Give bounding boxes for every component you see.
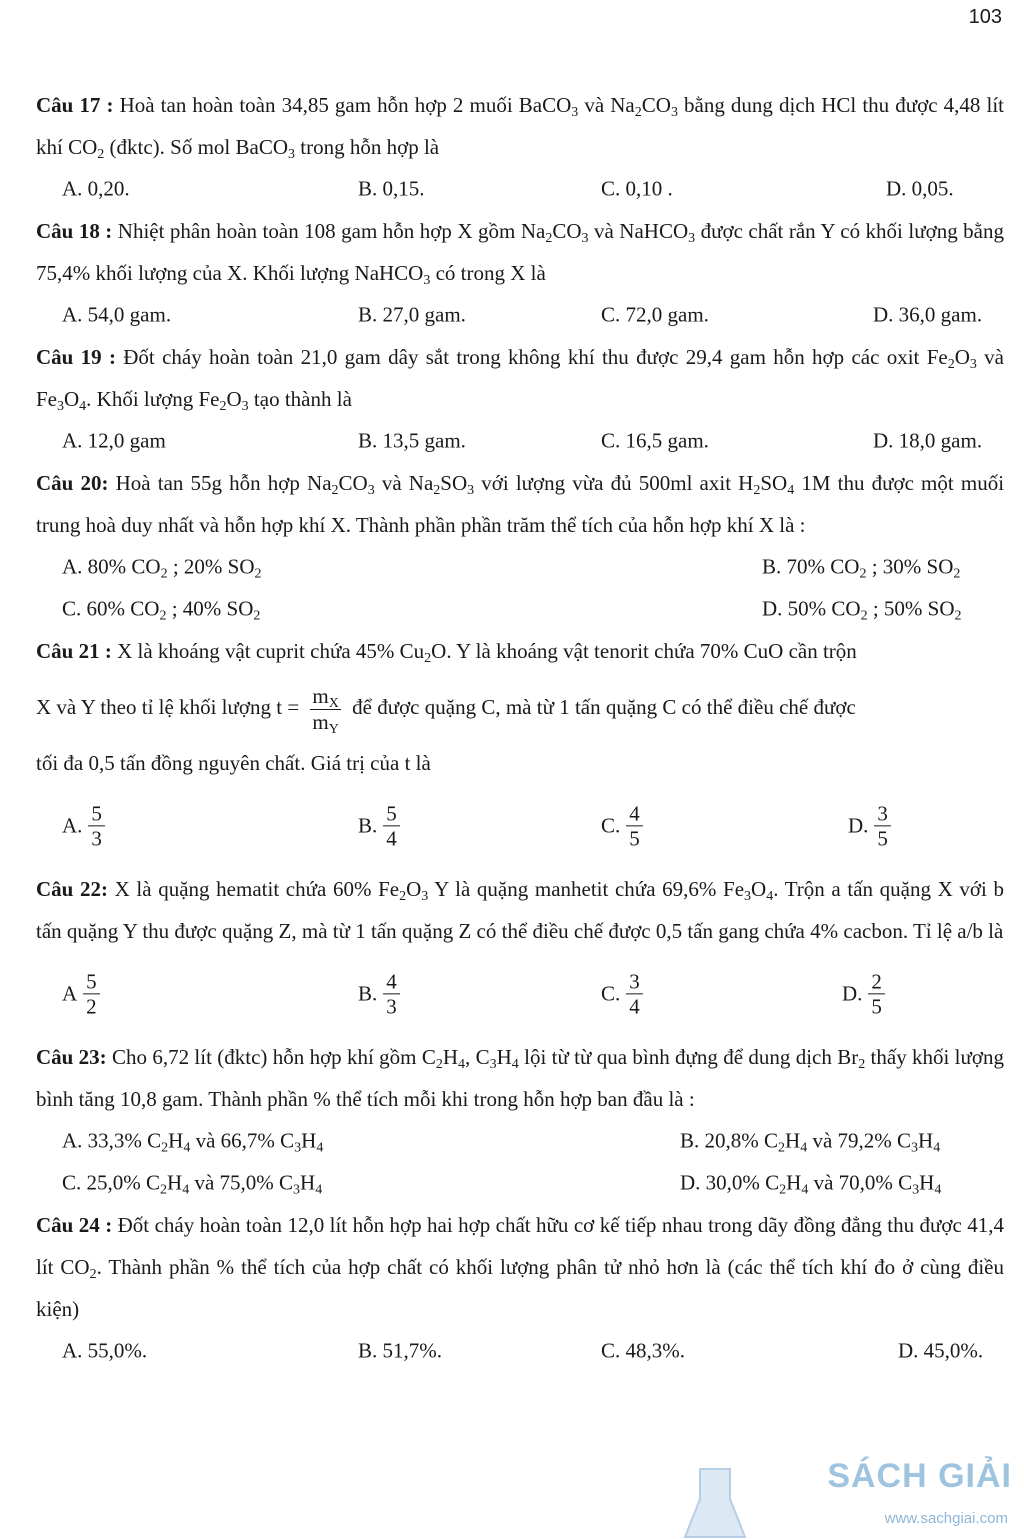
question-text: Hoà tan hoàn toàn 34,85 gam hỗn hợp 2 muối BaCO$_3$ và $Na_2CO_3$ bằng dung dịch HCl thu được 4,48 lít khí $CO_2$ (đktc). Số mol BaCO$_3$ trong hỗn hợp là (36, 93, 1005, 162)
numerator: 2 (868, 969, 885, 994)
option-letter: B. (358, 981, 378, 1006)
subscript: 3 (688, 231, 696, 246)
option-fraction (626, 969, 643, 1018)
subscript: 4 (787, 483, 795, 498)
denominator: 4 (386, 826, 397, 851)
question-stem (36, 868, 1004, 952)
options-row (36, 952, 1004, 1036)
option-fraction (88, 801, 105, 850)
option-a[interactable] (62, 801, 105, 850)
option-fraction (83, 969, 100, 1018)
question-label: Câu 17 : (36, 93, 114, 117)
subscript: 2 (433, 483, 441, 498)
subscript: 3 (744, 889, 752, 904)
option-d[interactable]: D. 0,05. (886, 176, 954, 201)
numerator: 3 (626, 969, 643, 994)
question-label: Câu 23: (36, 1045, 107, 1069)
subscript: 3 (293, 1182, 301, 1198)
denominator: 3 (386, 994, 397, 1019)
ratio-denominator-sub: Y (328, 721, 339, 737)
question-label: Câu 18 : (36, 219, 113, 243)
option-a[interactable] (62, 969, 100, 1018)
subscript: 4 (511, 1057, 519, 1072)
option-d[interactable]: D. 45,0%. (898, 1338, 984, 1363)
numerator: 4 (383, 969, 400, 994)
subscript: 4 (801, 1182, 809, 1198)
option-fraction (383, 969, 400, 1018)
subscript: 3 (467, 483, 475, 498)
subscript: 2 (947, 357, 955, 372)
numerator: 5 (88, 801, 105, 826)
option-b[interactable]: B. 27,0 gam. (358, 302, 466, 327)
option-c[interactable]: C. 16,5 gam. (601, 428, 709, 453)
page-number: 103 (968, 6, 1002, 28)
option-a[interactable]: A. 33,3% $C_2H_4$ và 66,7% $C_3H_4$ (62, 1128, 324, 1156)
subscript: 2 (779, 1182, 787, 1198)
subscript: 4 (182, 1182, 190, 1198)
question-text: X là khoáng vật cuprit chứa 45% $Cu_2O$. Y là khoáng vật tenorit chứa 70% CuO cần trộn (117, 639, 857, 666)
ratio-denominator: m (312, 709, 329, 734)
options-row (36, 784, 1004, 868)
question-text: Đốt cháy hoàn toàn 21,0 gam dây sắt trong không khí thu được 29,4 gam hỗn hợp các oxit $Fe_2O_3$ và $Fe_3O_4$. Khối lượng $Fe_2O_3$ tạo thành là (36, 345, 1005, 414)
subscript: 2 (160, 566, 168, 582)
denominator: 2 (86, 994, 97, 1019)
option-d[interactable] (848, 801, 891, 850)
question-20 (36, 462, 1004, 630)
option-letter: A (62, 981, 78, 1006)
options-row (36, 546, 1004, 588)
option-c[interactable] (601, 801, 643, 850)
question-text: Nhiệt phân hoàn toàn 108 gam hỗn hợp X gồm $Na_2CO_3$ và NaHCO$_3$ được chất rắn Y có khối lượng bằng 75,4% khối lượng của X. Khối lượng NaHCO$_3$ có trong X là (36, 219, 1005, 288)
question-17 (36, 84, 1004, 210)
subscript: 3 (489, 1057, 497, 1072)
subscript: 3 (241, 399, 249, 414)
option-c[interactable]: C. 25,0% $C_2H_4$ và 75,0% $C_3H_4$ (62, 1170, 323, 1198)
watermark-brand: SÁCH GIẢI (827, 1457, 1012, 1495)
subscript: 2 (634, 105, 642, 120)
numerator: 4 (626, 801, 643, 826)
question-22 (36, 868, 1004, 1036)
subscript: 3 (57, 399, 64, 414)
question-label: Câu 20: (36, 471, 109, 495)
question-stem (36, 336, 1004, 420)
question-list (36, 84, 1004, 1372)
option-letter: D. (848, 813, 869, 838)
subscript: 2 (859, 566, 867, 582)
option-fraction (874, 801, 891, 850)
question-stem (36, 462, 1004, 546)
option-b[interactable]: B. 20,8% $C_2H_4$ và 79,2% $C_3H_4$ (680, 1128, 941, 1156)
watermark (798, 1451, 1018, 1531)
numerator: 5 (383, 801, 400, 826)
question-stem-line3: tối đa 0,5 tấn đồng nguyên chất. Giá trị của t là (36, 751, 431, 775)
question-label: Câu 22: (36, 877, 108, 901)
watermark-url: www.sachgiai.com (884, 1510, 1008, 1527)
question-label: Câu 21 : (36, 639, 112, 663)
option-c[interactable]: C. 0,10 . (601, 176, 673, 201)
option-b[interactable]: B. 70% $CO_2$ ; 30% $SO_2$ (762, 554, 961, 582)
option-letter: B. (358, 813, 378, 838)
denominator: 5 (877, 826, 888, 851)
options-row (36, 588, 1004, 630)
numerator: 3 (874, 801, 891, 826)
numerator: 5 (83, 969, 100, 994)
subscript: 2 (435, 1057, 443, 1072)
option-a[interactable]: A. 80% $CO_2$ ; 20% $SO_2$ (62, 554, 262, 582)
subscript: 4 (933, 1140, 941, 1156)
subscript: 4 (79, 399, 87, 414)
subscript: 3 (911, 1140, 919, 1156)
question-text: Đốt cháy hoàn toàn 12,0 lít hỗn hợp hai hợp chất hữu cơ kế tiếp nhau trong dãy đồng đẳng thu được 41,4 lít $CO_2$. Thành phần % thể tích của hợp chất có khối lượng phân tử nhỏ hơn là (các thể tích khí đo ở cùng điều kiện) (36, 1213, 1005, 1321)
question-19 (36, 336, 1004, 462)
subscript: 2 (161, 1140, 169, 1156)
subscript: 4 (766, 889, 774, 904)
subscript: 3 (288, 147, 296, 162)
options-row (36, 1162, 1004, 1204)
option-c[interactable]: C. 48,3%. (601, 1338, 685, 1363)
option-fraction (626, 801, 643, 850)
option-d[interactable]: D. 18,0 gam. (873, 428, 983, 453)
subscript: 4 (315, 1182, 323, 1198)
option-a[interactable]: A. 0,20. (62, 176, 130, 201)
subscript: 2 (424, 651, 432, 666)
subscript: 2 (860, 608, 868, 624)
option-letter: C. (601, 813, 621, 838)
option-b[interactable] (358, 801, 400, 850)
subscript: 2 (778, 1140, 786, 1156)
option-d[interactable]: D. 36,0 gam. (873, 302, 983, 327)
question-23 (36, 1036, 1004, 1204)
option-fraction (383, 801, 400, 850)
option-a[interactable]: A. 54,0 gam. (62, 302, 172, 327)
option-b[interactable]: B. 13,5 gam. (358, 428, 466, 453)
subscript: 2 (545, 231, 553, 246)
question-stem (36, 1204, 1004, 1330)
question-stem (36, 630, 1004, 672)
option-d[interactable]: D. 50% $CO_2$ ; 50% $SO_2$ (762, 596, 962, 624)
subscript: 2 (858, 1057, 866, 1072)
question-stem-line2 (36, 672, 1004, 742)
option-a[interactable]: A. 12,0 gam (62, 428, 166, 453)
question-24 (36, 1204, 1004, 1372)
option-letter: C. (601, 981, 621, 1006)
watermark-flask-decoration (680, 1459, 750, 1539)
question-stem (36, 1036, 1004, 1120)
option-b[interactable] (358, 969, 400, 1018)
question-label: Câu 19 : (36, 345, 116, 369)
option-b[interactable]: B. 0,15. (358, 176, 425, 201)
option-fraction (868, 969, 885, 1018)
option-d[interactable]: D. 30,0% $C_2H_4$ và 70,0% $C_3H_4$ (680, 1170, 942, 1198)
subscript: 3 (421, 889, 429, 904)
option-c[interactable]: C. 60% $CO_2$ ; 40% $SO_2$ (62, 596, 261, 624)
denominator: 4 (629, 994, 640, 1019)
question-18 (36, 210, 1004, 336)
subscript: 4 (800, 1140, 808, 1156)
denominator: 5 (629, 826, 640, 851)
ratio-text-after: để được quặng C, mà từ 1 tấn quặng C có thể điều chế được (352, 695, 856, 719)
subscript: 3 (423, 273, 431, 288)
subscript: 4 (316, 1140, 324, 1156)
ratio-text-before: X và Y theo tỉ lệ khối lượng t = (36, 695, 300, 719)
question-text: X là quặng hematit chứa 60% $Fe_2O_3$ Y là quặng manhetit chứa 69,6% $Fe_3O_4$. Trộn a tấn quặng X với b tấn quặng Y thu được quặng Z, mà từ 1 tấn quặng Z có thể điều chế được 0,5 tấn gang chứa 4% cacbon. Tỉ lệ a/b là (36, 877, 1005, 943)
subscript: 2 (89, 1267, 97, 1282)
subscript: 2 (753, 483, 761, 498)
subscript: 2 (219, 399, 227, 414)
subscript: 2 (160, 1182, 168, 1198)
subscript: 3 (581, 231, 589, 246)
ratio-numerator: m (312, 683, 329, 708)
question-stem (36, 210, 1004, 294)
option-a[interactable]: A. 55,0%. (62, 1338, 148, 1363)
question-21 (36, 630, 1004, 868)
subscript: 4 (934, 1182, 942, 1198)
option-c[interactable]: C. 72,0 gam. (601, 302, 709, 327)
options-row (36, 1330, 1004, 1372)
subscript: 4 (458, 1057, 466, 1072)
subscript: 3 (912, 1182, 920, 1198)
options-row (36, 294, 1004, 336)
denominator: 5 (871, 994, 882, 1019)
subscript: 2 (953, 566, 961, 582)
question-text: Hoà tan 55g hỗn hợp $Na_2CO_3$ và $Na_2SO_3$ với lượng vừa đủ 500ml axit $H_2SO_4$ 1M thu được một muối trung hoà duy nhất và hỗn hợp khí X. Thành phần phần trăm thể tích của hỗn hợp khí X là : (36, 471, 1005, 537)
question-label: Câu 24 : (36, 1213, 113, 1237)
option-letter: A. (62, 813, 83, 838)
ratio-numerator-sub: X (328, 695, 339, 711)
subscript: 3 (969, 357, 977, 372)
option-d[interactable] (842, 969, 885, 1018)
subscript: 3 (367, 483, 375, 498)
subscript: 4 (183, 1140, 191, 1156)
subscript: 2 (253, 608, 261, 624)
option-letter: D. (842, 981, 863, 1006)
subscript: 2 (159, 608, 167, 624)
options-row (36, 1120, 1004, 1162)
subscript: 3 (571, 105, 579, 120)
option-b[interactable]: B. 51,7%. (358, 1338, 442, 1363)
denominator: 3 (91, 826, 102, 851)
question-stem (36, 84, 1004, 168)
question-text: Cho 6,72 lít (đktc) hỗn hợp khí gồm $C_2H_4$, $C_3H_4$ lội từ từ qua bình đựng để dung dịch $Br_2$ thấy khối lượng bình tăng 10,8 gam. Thành phần % thể tích mỗi khi trong hỗn hợp ban đầu là : (36, 1045, 1005, 1111)
ratio-fraction (310, 684, 340, 735)
subscript: 2 (954, 608, 962, 624)
subscript: 3 (294, 1140, 302, 1156)
subscript: 2 (254, 566, 262, 582)
subscript: 2 (399, 889, 407, 904)
subscript: 2 (331, 483, 339, 498)
options-row (36, 168, 1004, 210)
option-c[interactable] (601, 969, 643, 1018)
subscript: 3 (670, 105, 678, 120)
options-row (36, 420, 1004, 462)
subscript: 2 (97, 147, 105, 162)
